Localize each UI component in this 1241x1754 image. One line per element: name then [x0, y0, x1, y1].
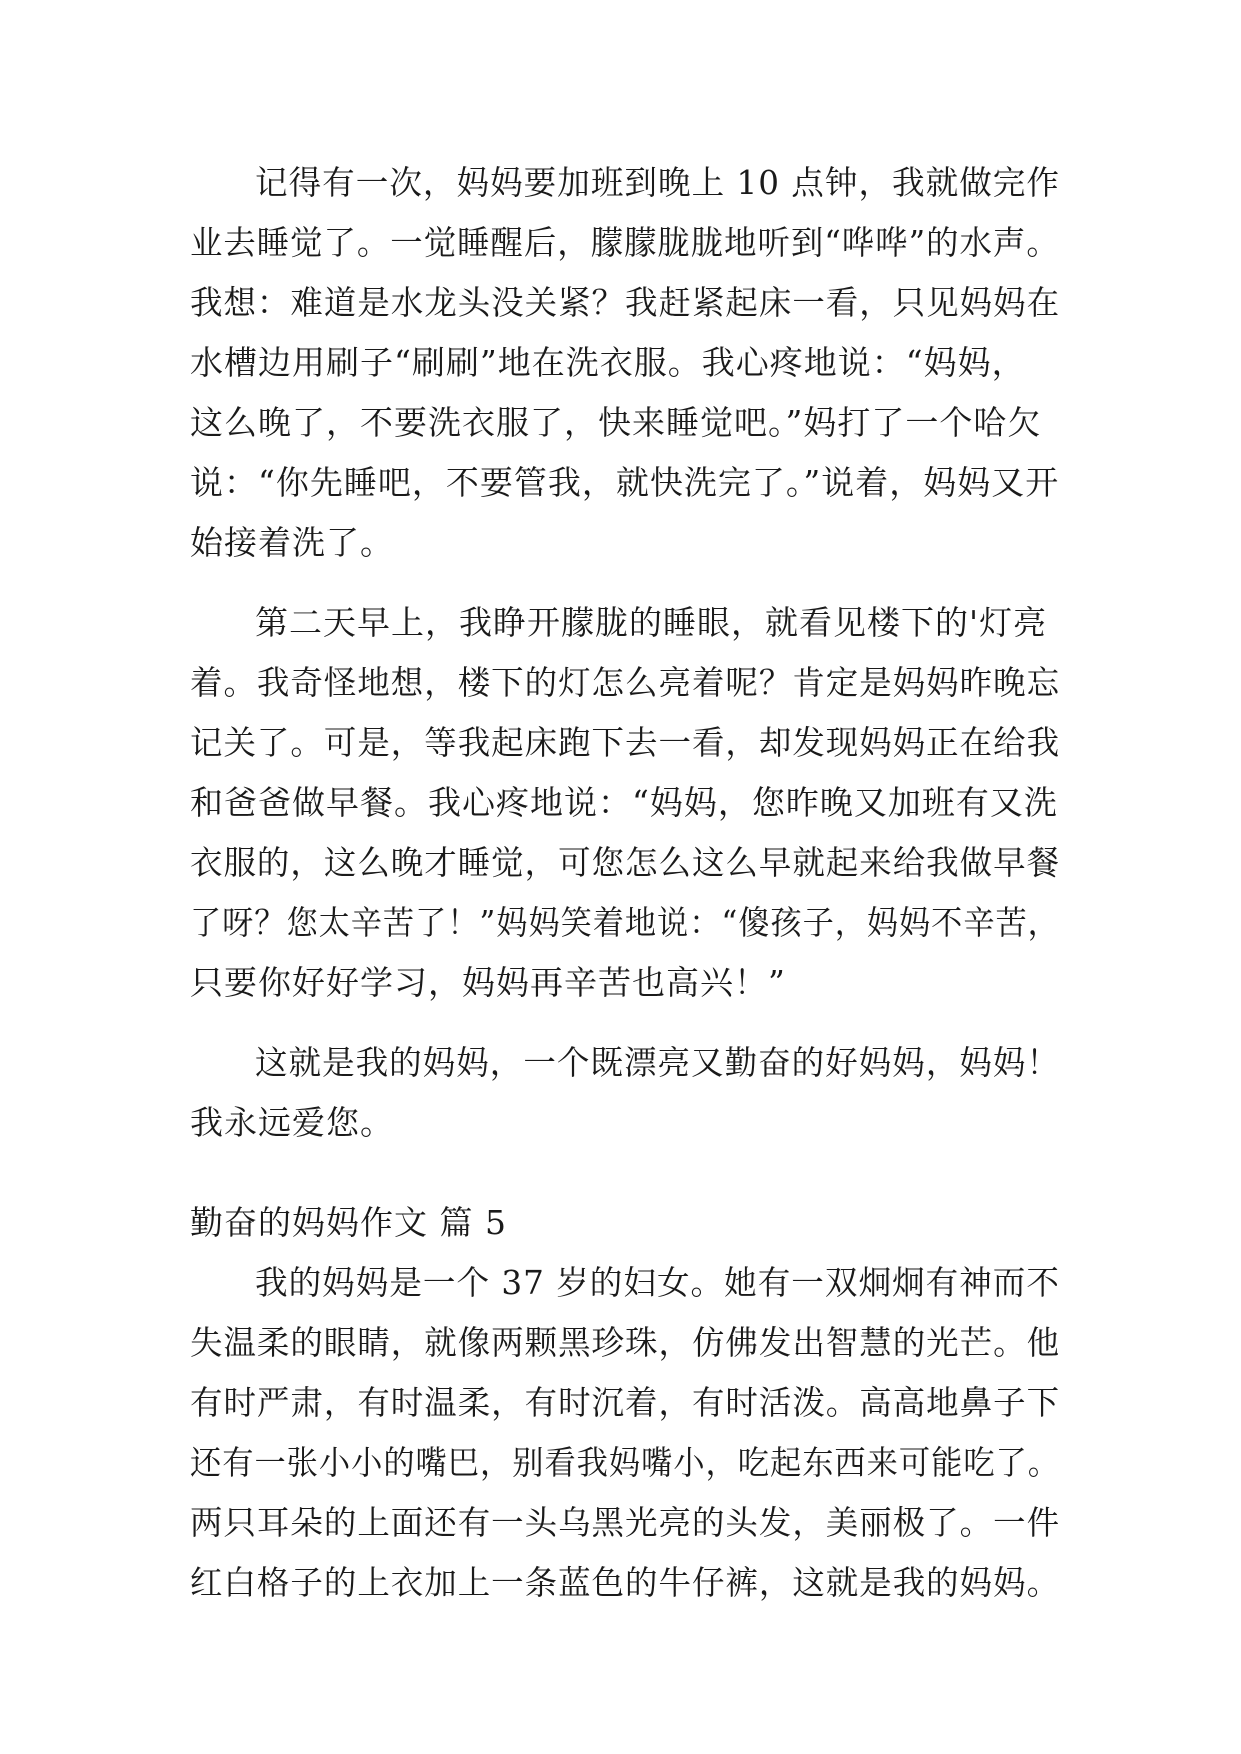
section-heading: 勤奋的妈妈作文 篇 5 — [190, 1203, 507, 1242]
paragraph-line: 这就是我的妈妈，一个既漂亮又勤奋的好妈妈，妈妈！ — [255, 1043, 1060, 1082]
paragraph-line: 我想：难道是水龙头没关紧？我赶紧起床一看，只见妈妈在 — [190, 283, 1061, 322]
paragraph-line: 我的妈妈是一个 37 岁的妇女。她有一双炯炯有神而不 — [255, 1263, 1060, 1302]
paragraph-line: 始接着洗了。 — [190, 523, 394, 562]
paragraph-line: 业去睡觉了。一觉睡醒后，朦朦胧胧地听到“哗哗”的水声。 — [190, 223, 1060, 262]
paragraph-line: 水槽边用刷子“刷刷”地在洗衣服。我心疼地说：“妈妈， — [190, 343, 1026, 382]
paragraph-line: 第二天早上，我睁开朦胧的睡眼，就看见楼下的'灯亮 — [255, 603, 1048, 642]
paragraph-line: 衣服的，这么晚才睡觉，可您怎么这么早就起来给我做早餐 — [190, 843, 1061, 882]
paragraph-line: 记得有一次，妈妈要加班到晚上 10 点钟，我就做完作 — [255, 163, 1060, 202]
paragraph-line: 红白格子的上衣加上一条蓝色的牛仔裤，这就是我的妈妈。 — [190, 1563, 1061, 1602]
paragraph-line: 着。我奇怪地想，楼下的灯怎么亮着呢？肯定是妈妈昨晚忘 — [190, 663, 1061, 702]
paragraph-line: 这么晚了，不要洗衣服了，快来睡觉吧。”妈打了一个哈欠 — [190, 403, 1042, 442]
paragraph-line: 了呀？您太辛苦了！”妈妈笑着地说：“傻孩子，妈妈不辛苦， — [190, 903, 1060, 942]
paragraph-line: 两只耳朵的上面还有一头乌黑光亮的头发，美丽极了。一件 — [190, 1503, 1061, 1542]
paragraph-line: 失温柔的眼睛，就像两颗黑珍珠，仿佛发出智慧的光芒。他 — [190, 1323, 1061, 1362]
paragraph-line: 有时严肃，有时温柔，有时沉着，有时活泼。高高地鼻子下 — [190, 1383, 1061, 1422]
paragraph-line: 我永远爱您。 — [190, 1103, 394, 1142]
paragraph-line: 还有一张小小的嘴巴，别看我妈嘴小，吃起东西来可能吃了。 — [190, 1443, 1060, 1482]
paragraph-line: 只要你好好学习，妈妈再辛苦也高兴！” — [190, 963, 786, 1002]
paragraph-line: 记关了。可是，等我起床跑下去一看，却发现妈妈正在给我 — [190, 723, 1061, 762]
paragraph-line: 说：“你先睡吧，不要管我，就快洗完了。”说着，妈妈又开 — [190, 463, 1060, 502]
paragraph-line: 和爸爸做早餐。我心疼地说：“妈妈，您昨晚又加班有又洗 — [190, 783, 1058, 822]
